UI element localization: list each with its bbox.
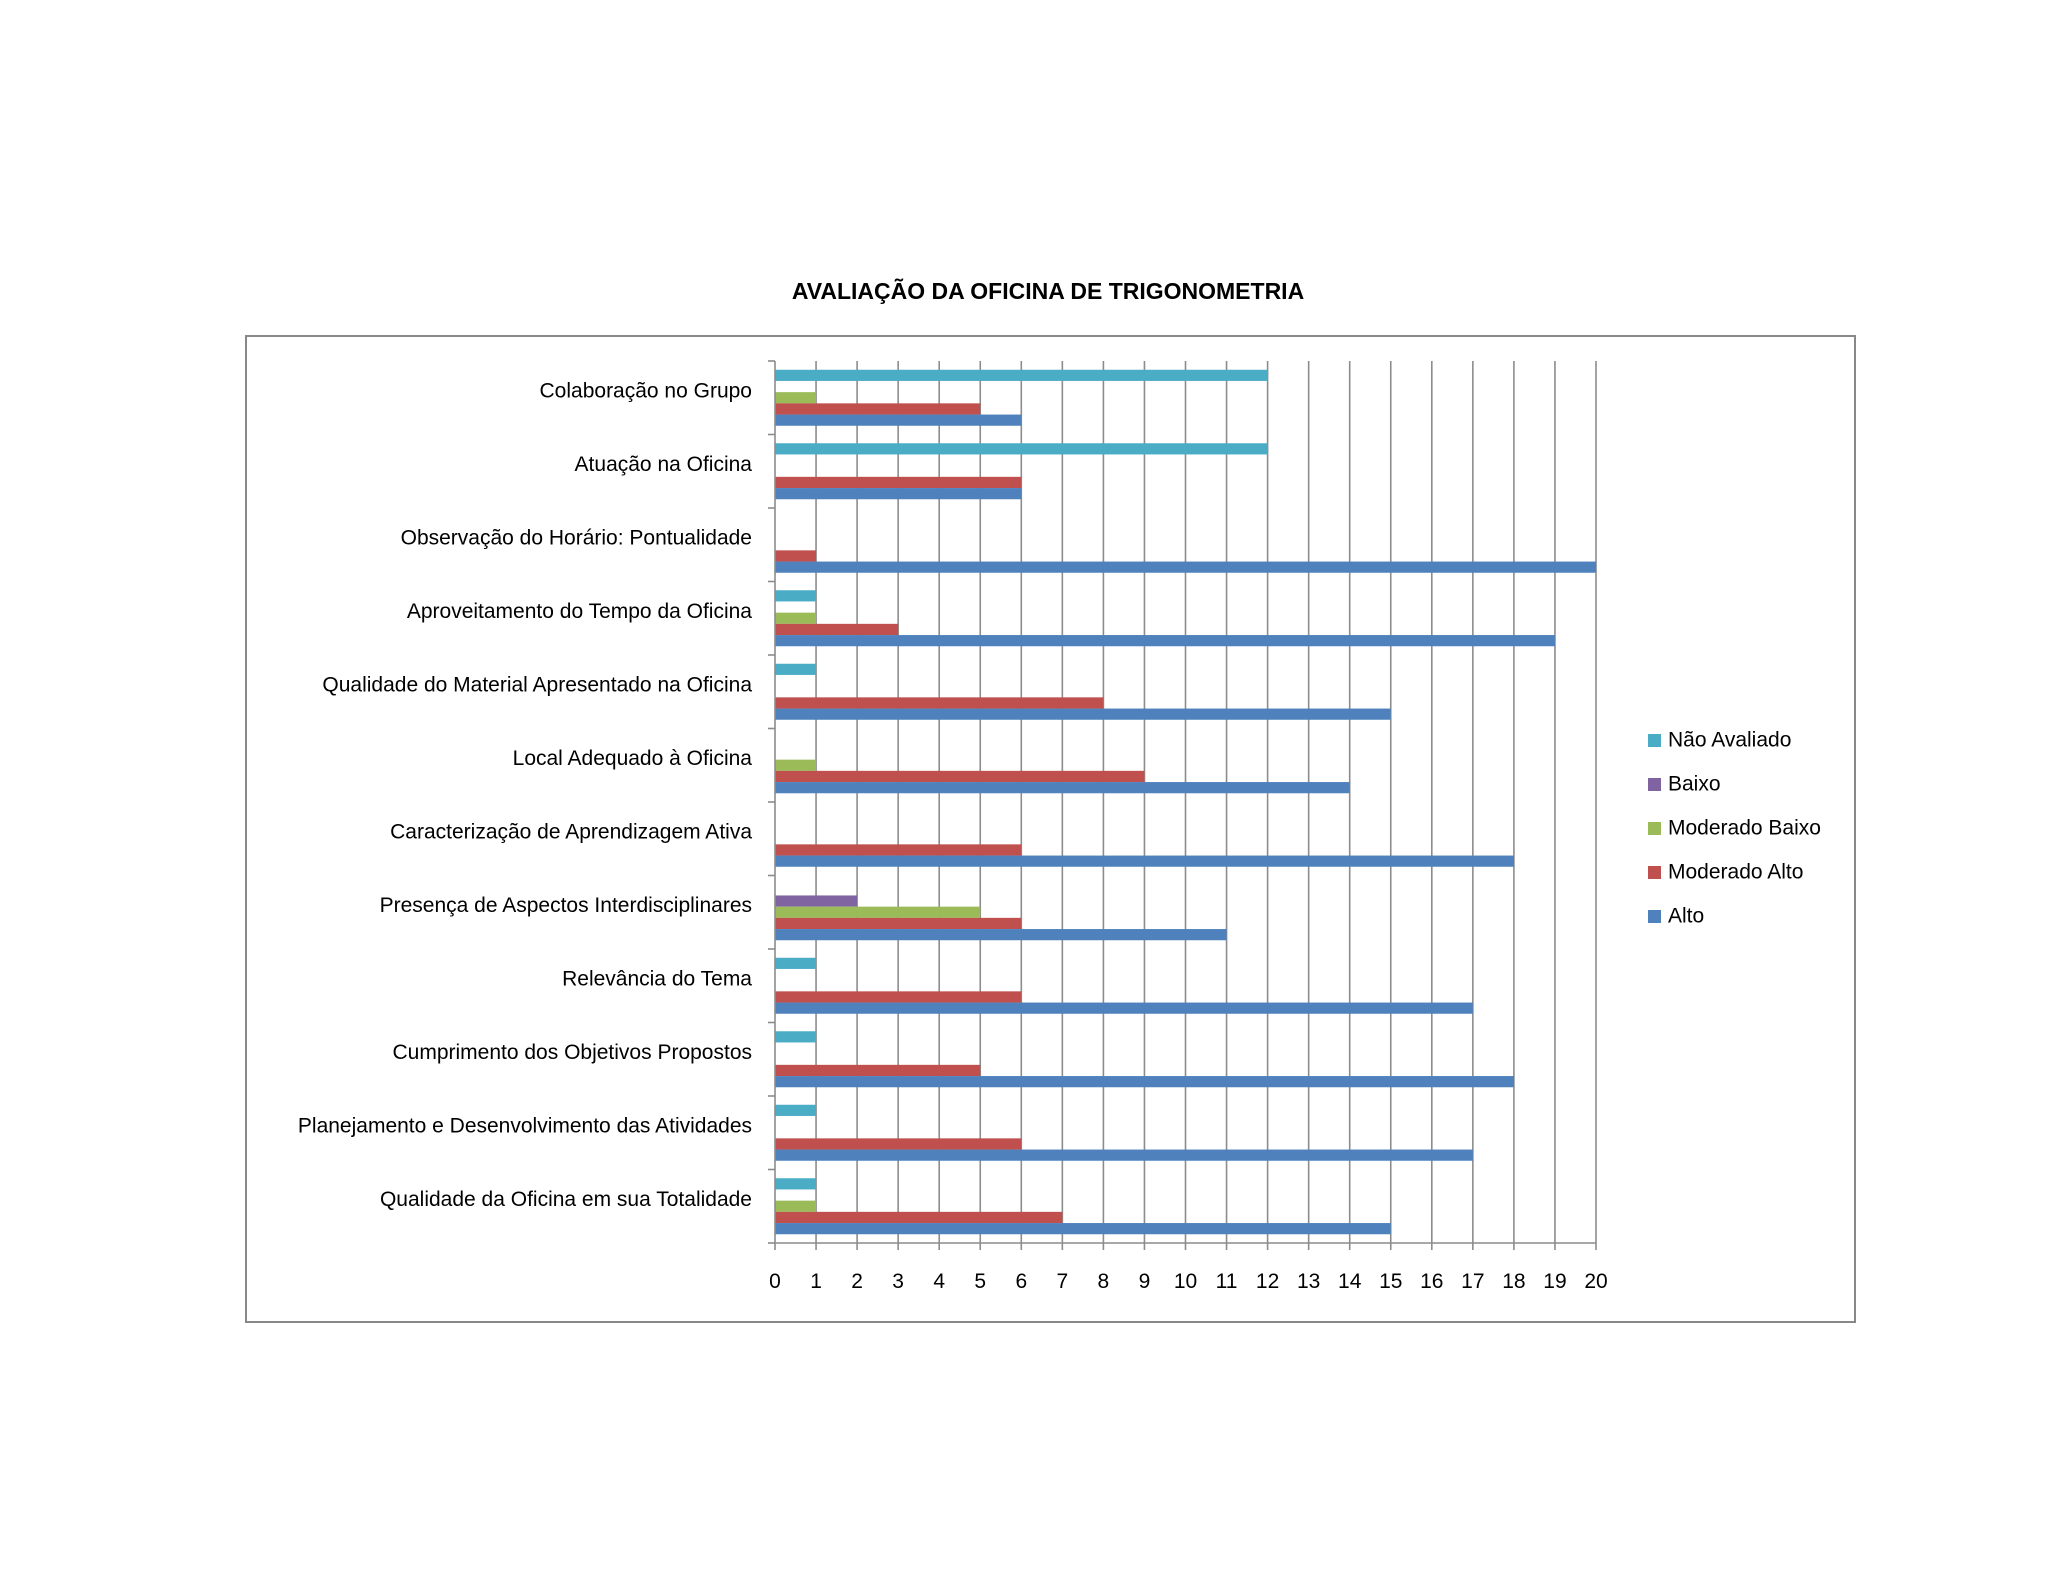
x-tick-label: 4 [933,1270,946,1293]
x-tick-label: 3 [892,1270,904,1293]
bar-moderado-baixo [775,613,816,624]
x-tick-label: 5 [974,1270,987,1293]
bar-alto [775,1076,1514,1087]
x-tick-label: 1 [810,1270,822,1293]
bar-moderado-alto [775,1138,1021,1149]
bar-alto [775,1223,1391,1234]
x-tick-label: 0 [769,1270,781,1293]
legend-swatch [1648,866,1661,879]
bar-alto [775,415,1021,426]
category-label: Observação do Horário: Pontualidade [400,526,752,550]
legend-label: Moderado Baixo [1668,816,1821,840]
x-tick-labels [769,1270,1608,1293]
x-tick-label: 11 [1215,1270,1238,1293]
legend-label: Moderado Alto [1668,860,1804,884]
bar-alto [775,635,1555,646]
x-tick-label: 13 [1296,1270,1321,1293]
legend-item [1648,817,1821,840]
category-label: Local Adequado à Oficina [512,746,752,770]
x-tick-label: 14 [1338,1270,1362,1293]
bar-n-o-avaliado [775,370,1268,381]
bar-n-o-avaliado [775,443,1268,454]
bar-moderado-alto [775,403,980,414]
legend-swatch [1648,822,1661,835]
bar-n-o-avaliado [775,1178,816,1189]
bar-moderado-alto [775,550,816,561]
legend-swatch [1648,734,1661,747]
category-label: Presença de Aspectos Interdisciplinares [379,893,752,917]
category-label: Caracterização de Aprendizagem Ativa [390,820,752,844]
category-label: Qualidade da Oficina em sua Totalidade [379,1187,752,1211]
bar-moderado-alto [775,1212,1062,1223]
category-label: Aproveitamento do Tempo da Oficina [406,599,752,623]
category-labels [298,379,752,1211]
legend-item [1648,773,1721,796]
bar-moderado-baixo [775,907,980,918]
bar-alto [775,1003,1473,1014]
category-label: Planejamento e Desenvolvimento das Atividades [297,1114,752,1138]
legend-label: Baixo [1668,772,1721,796]
x-tick-label: 9 [1138,1270,1151,1293]
bar-n-o-avaliado [775,664,816,675]
legend-swatch [1648,778,1661,791]
bar-alto [775,1150,1473,1161]
x-tick-label: 12 [1255,1270,1280,1293]
bar-baixo [775,895,857,906]
legend-swatch [1648,910,1661,923]
bar-moderado-alto [775,991,1021,1002]
bar-n-o-avaliado [775,1031,816,1042]
bar-moderado-alto [775,477,1021,488]
bar-n-o-avaliado [775,590,816,601]
x-tick-label: 10 [1173,1270,1198,1293]
bar-n-o-avaliado [775,958,816,969]
bar-alto [775,856,1514,867]
x-tick-label: 19 [1543,1270,1567,1293]
bar-moderado-baixo [775,392,816,403]
x-tick-label: 6 [1015,1270,1028,1293]
legend-item [1648,905,1704,928]
bar-alto [775,488,1021,499]
x-tick-label: 8 [1097,1270,1110,1293]
x-tick-label: 18 [1502,1270,1526,1293]
x-tick-label: 17 [1461,1270,1485,1293]
category-label: Cumprimento dos Objetivos Propostos [392,1040,752,1064]
legend-item [1648,861,1803,884]
bar-moderado-alto [775,918,1021,929]
bar-moderado-baixo [775,1201,816,1212]
legend-item [1648,729,1791,752]
x-tick-label: 20 [1584,1270,1608,1293]
bar-alto [775,709,1391,720]
bar-alto [775,562,1596,573]
legend-label: Alto [1668,904,1705,928]
legend [1648,729,1821,928]
bar-n-o-avaliado [775,1105,816,1116]
bar-moderado-alto [775,844,1021,855]
x-tick-label: 7 [1056,1270,1069,1293]
x-tick-label: 15 [1379,1270,1403,1293]
category-label: Relevância do Tema [562,967,752,991]
x-tick-label: 16 [1420,1270,1444,1293]
bar-alto [775,782,1350,793]
bar-alto [775,929,1227,940]
bar-moderado-baixo [775,760,816,771]
category-label: Colaboração no Grupo [539,379,752,403]
bar-moderado-alto [775,697,1103,708]
bar-moderado-alto [775,624,898,635]
chart-title: AVALIAÇÃO DA OFICINA DE TRIGONOMETRIA [791,278,1305,304]
category-label: Qualidade do Material Apresentado na Oficina [322,673,752,697]
x-tick-label: 2 [851,1270,863,1293]
legend-label: Não Avaliado [1668,728,1792,752]
bar-moderado-alto [775,1065,980,1076]
bar-moderado-alto [775,771,1144,782]
category-label: Atuação na Oficina [574,452,752,476]
